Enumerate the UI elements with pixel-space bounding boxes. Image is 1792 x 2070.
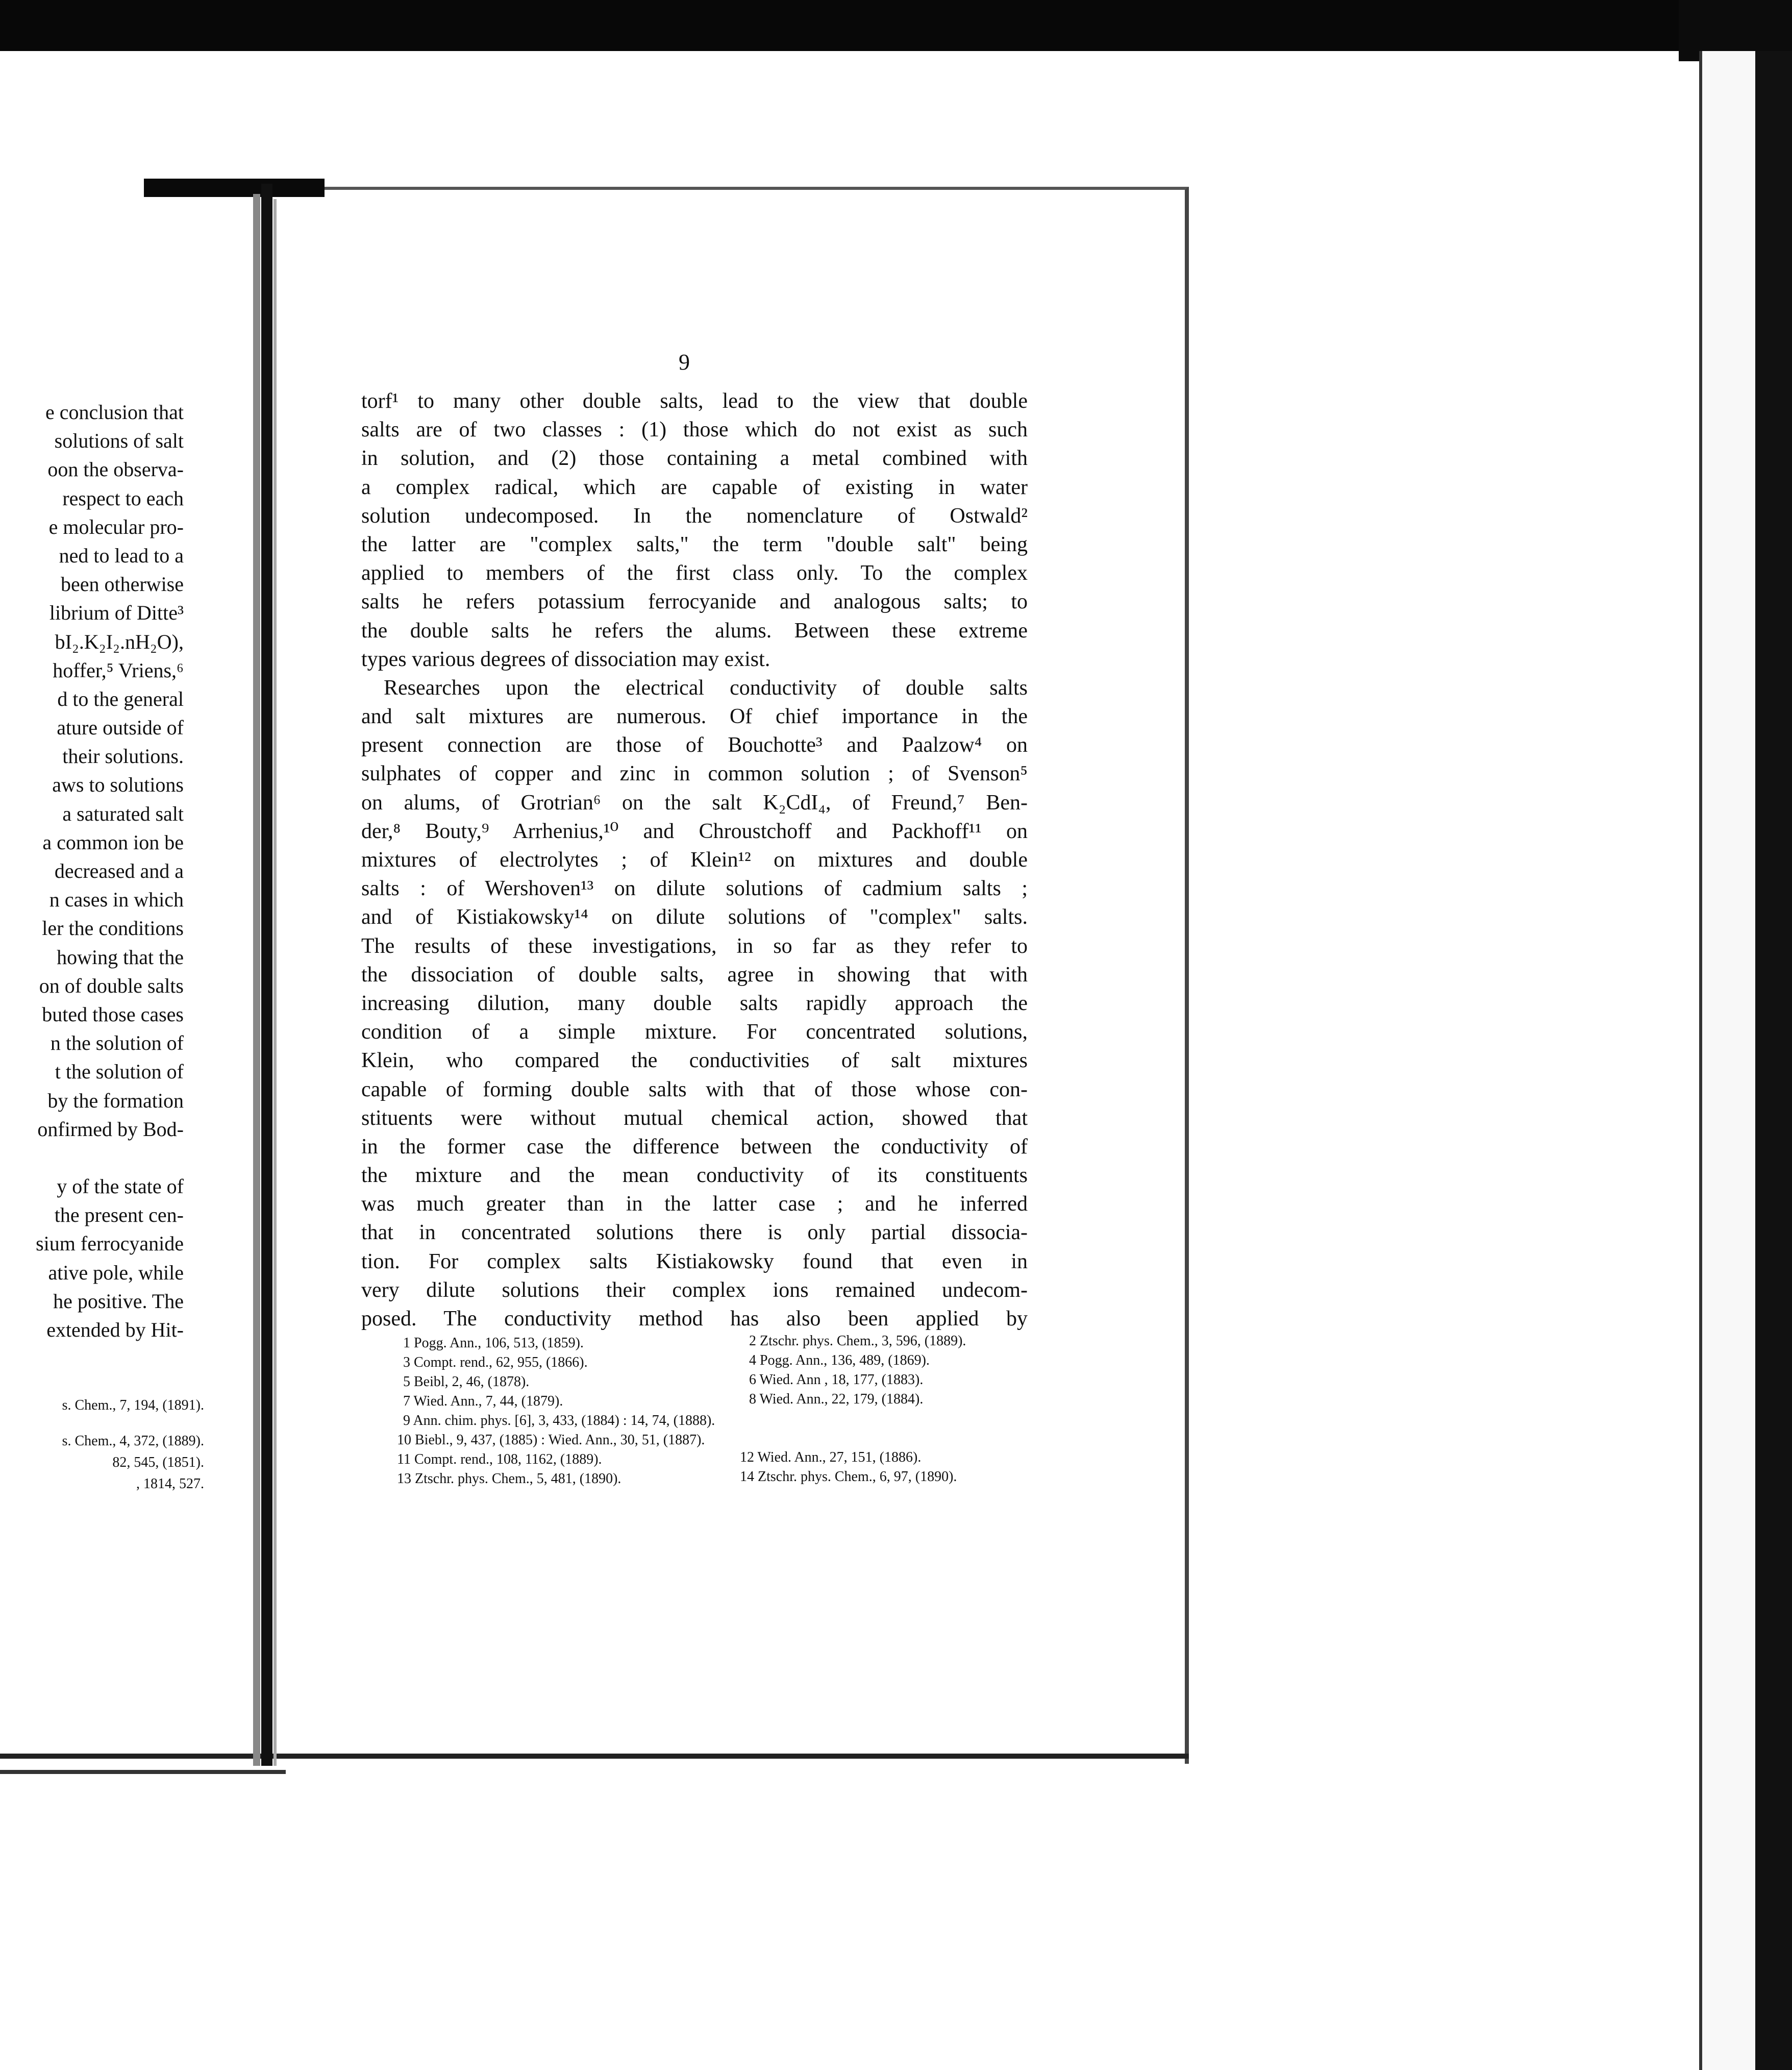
- left-page-bottom-shadow: [0, 1770, 286, 1774]
- footnote: 2 Ztschr. phys. Chem., 3, 596, (1889).: [749, 1333, 966, 1349]
- left-page-bottom-edge: [0, 1754, 1189, 1759]
- body-line: mixtures of electrolytes ; of Klein¹² on mixtures and double: [361, 848, 1028, 872]
- body-line: Klein, who compared the conductivities of salt mixtures: [361, 1049, 1028, 1073]
- body-line: applied to members of the first class only. To the complex: [361, 561, 1028, 585]
- left-line: ative pole, while: [48, 1261, 184, 1284]
- left-footnote: , 1814, 527.: [136, 1476, 204, 1492]
- left-line: e conclusion that: [45, 401, 184, 424]
- footnote: 3 Compt. rend., 62, 955, (1866).: [403, 1354, 588, 1370]
- left-line: oon the observa-: [47, 458, 184, 481]
- scan-right-margin: [1699, 51, 1758, 2070]
- body-line: present connection are those of Bouchotte³ and Paalzow⁴ on: [361, 733, 1028, 757]
- scan-right-edge: [1755, 51, 1792, 2070]
- left-footnote: 82, 545, (1851).: [112, 1455, 204, 1470]
- left-line: [0, 1144, 184, 1172]
- body-line: increasing dilution, many double salts rapidly approach the: [361, 991, 1028, 1015]
- left-line: their solutions.: [62, 745, 184, 768]
- footnote: 9 Ann. chim. phys. [6], 3, 433, (1884) : 14, 74, (1888).: [403, 1413, 715, 1428]
- left-line: decreased and a: [54, 859, 184, 882]
- left-line: sium ferrocyanide: [36, 1232, 184, 1255]
- left-footnote: s. Chem., 7, 194, (1891).: [62, 1397, 204, 1413]
- left-line: n cases in which: [49, 888, 184, 911]
- body-line: that in concentrated solutions there is only partial dissocia-: [361, 1221, 1028, 1245]
- left-line: howing that the: [57, 945, 184, 969]
- left-line: y of the state of: [57, 1175, 184, 1198]
- footnote: 6 Wied. Ann , 18, 177, (1883).: [749, 1372, 924, 1388]
- left-line: n the solution of: [50, 1031, 184, 1055]
- body-line: and of Kistiakowsky¹⁴ on dilute solutions of "complex" salts.: [361, 905, 1028, 929]
- body-line: posed. The conductivity method has also been applied by: [361, 1307, 1028, 1330]
- body-line: a complex radical, which are capable of existing in water: [361, 475, 1028, 499]
- left-page-text: [0, 398, 184, 1344]
- left-line: e molecular pro-: [48, 515, 184, 538]
- body-line: capable of forming double salts with that of those whose con-: [361, 1077, 1028, 1101]
- left-line: by the formation: [47, 1089, 184, 1112]
- left-line: ler the conditions: [42, 917, 184, 940]
- left-line: buted those cases: [42, 1002, 184, 1026]
- left-line: hoffer,⁵ Vriens,⁶: [53, 658, 184, 682]
- body-line: in the former case the difference between the conductivity of: [361, 1135, 1028, 1159]
- left-footnote: s. Chem., 4, 372, (1889).: [62, 1433, 204, 1449]
- body-line: salts : of Wershoven¹³ on dilute solutions of cadmium salts ;: [361, 877, 1028, 901]
- body-text: [361, 387, 1028, 1333]
- body-line: was much greater than in the latter case ; and he inferred: [361, 1192, 1028, 1216]
- body-line: the mixture and the mean conductivity of its constituents: [361, 1164, 1028, 1188]
- body-line: the latter are "complex salts," the term "double salt" being: [361, 532, 1028, 556]
- body-line: on alums, of Grotrian⁶ on the salt K₂CdI₄, of Freund,⁷ Ben-: [361, 791, 1028, 815]
- body-line: types various degrees of dissociation may exist.: [361, 647, 770, 671]
- left-line: been otherwise: [60, 573, 184, 596]
- page-number: 9: [679, 350, 690, 375]
- binding-edge: [273, 199, 277, 1766]
- left-line: a common ion be: [42, 830, 184, 854]
- left-line: extended by Hit-: [46, 1318, 184, 1341]
- footnote: 7 Wied. Ann., 7, 44, (1879).: [403, 1393, 563, 1409]
- left-line: the present cen-: [54, 1203, 184, 1227]
- body-line: stituents were without mutual chemical action, showed that: [361, 1106, 1028, 1130]
- body-line: The results of these investigations, in so far as they refer to: [361, 934, 1028, 958]
- left-line: bI₂.K₂I₂.nH₂O),: [55, 630, 184, 653]
- footnote: 11 Compt. rend., 108, 1162, (1889).: [397, 1451, 602, 1467]
- footnote: 5 Beibl, 2, 46, (1878).: [403, 1374, 530, 1390]
- footnote: 13 Ztschr. phys. Chem., 5, 481, (1890).: [397, 1471, 621, 1487]
- footnote: 10 Biebl., 9, 437, (1885) : Wied. Ann., 30, 51, (1887).: [397, 1432, 705, 1448]
- body-line: salts are of two classes : (1) those which do not exist as such: [361, 418, 1028, 442]
- scan-top-border: [0, 0, 1792, 51]
- body-line: solution undecomposed. In the nomenclature of Ostwald²: [361, 504, 1028, 528]
- binding-spine: [261, 184, 272, 1766]
- left-line: onfirmed by Bod-: [37, 1117, 184, 1141]
- footnote: 14 Ztschr. phys. Chem., 6, 97, (1890).: [740, 1469, 957, 1485]
- body-line: tion. For complex salts Kistiakowsky found that even in: [361, 1249, 1028, 1273]
- left-line: d to the general: [57, 687, 184, 710]
- footnote: 4 Pogg. Ann., 136, 489, (1869).: [749, 1352, 930, 1368]
- left-line: a saturated salt: [62, 802, 184, 825]
- footnote: 1 Pogg. Ann., 106, 513, (1859).: [403, 1335, 584, 1351]
- body-line: the double salts he refers the alums. Between these extreme: [361, 619, 1028, 643]
- body-line: Researches upon the electrical conductivity of double salts: [384, 676, 1028, 700]
- left-line: on of double salts: [39, 974, 184, 997]
- left-line: he positive. The: [53, 1289, 184, 1313]
- left-line: ned to lead to a: [59, 544, 184, 567]
- left-line: ature outside of: [57, 716, 184, 740]
- body-line: and salt mixtures are numerous. Of chief importance in the: [361, 705, 1028, 729]
- body-line: very dilute solutions their complex ions remained undecom-: [361, 1278, 1028, 1302]
- footnote: 12 Wied. Ann., 27, 151, (1886).: [740, 1449, 922, 1465]
- left-line: librium of Ditte³: [49, 601, 184, 625]
- body-line: the dissociation of double salts, agree in showing that with: [361, 963, 1028, 987]
- body-line: torf¹ to many other double salts, lead to the view that double: [361, 389, 1028, 413]
- binding-clip: [144, 179, 325, 197]
- body-line: salts he refers potassium ferrocyanide and analogous salts; to: [361, 590, 1028, 614]
- left-line: respect to each: [62, 486, 184, 510]
- binding-shadow: [253, 194, 260, 1766]
- body-line: in solution, and (2) those containing a metal combined with: [361, 447, 1028, 471]
- left-line: aws to solutions: [52, 773, 184, 797]
- left-line: t the solution of: [55, 1060, 184, 1083]
- left-line: solutions of salt: [54, 429, 184, 453]
- body-line: condition of a simple mixture. For concentrated solutions,: [361, 1020, 1028, 1044]
- body-line: der,⁸ Bouty,⁹ Arrhenius,¹⁰ and Chroustchoff and Packhoff¹¹ on: [361, 819, 1028, 843]
- body-line: sulphates of copper and zinc in common solution ; of Svenson⁵: [361, 762, 1028, 786]
- footnote: 8 Wied. Ann., 22, 179, (1884).: [749, 1391, 924, 1407]
